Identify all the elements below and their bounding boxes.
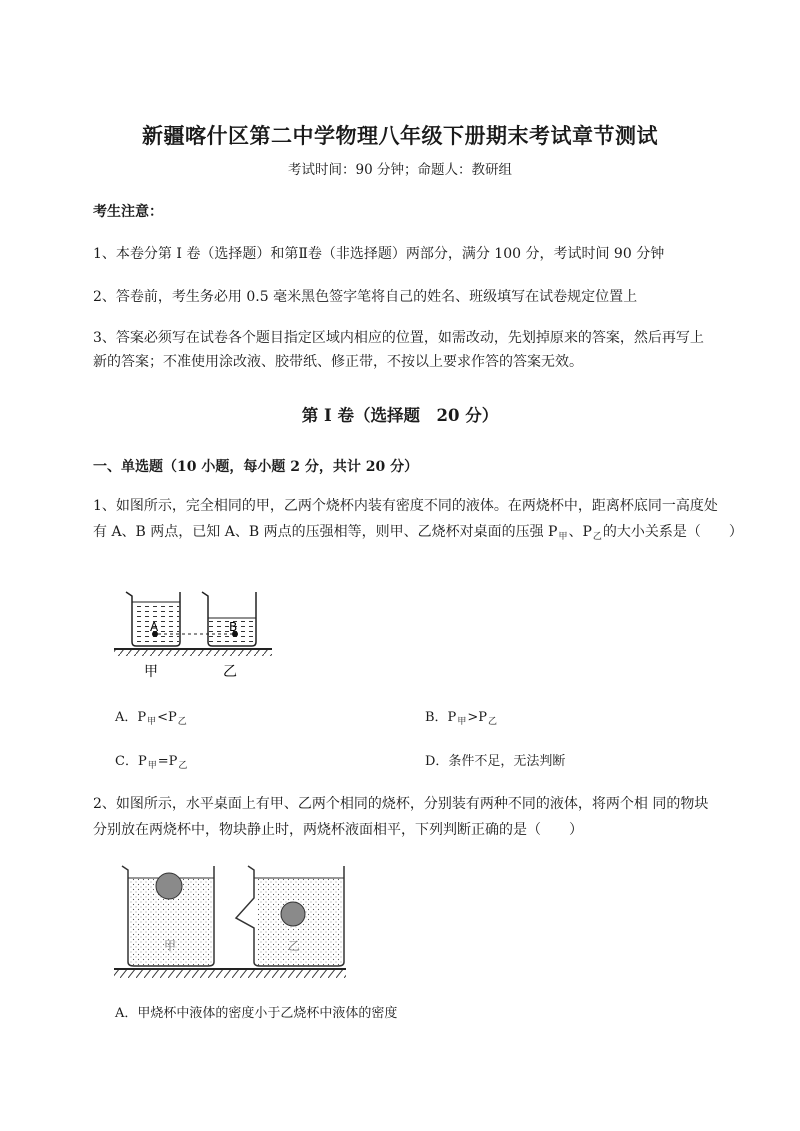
beaker-label-yi: 乙 bbox=[288, 939, 301, 953]
table-surface bbox=[114, 970, 346, 978]
exam-subtitle: 考试时间：90 分钟；命题人：教研组 bbox=[288, 162, 512, 178]
page-title: 新疆喀什区第二中学物理八年级下册期末考试章节测试 bbox=[142, 123, 658, 148]
notice-heading: 考生注意： bbox=[93, 204, 163, 220]
q1-stem-line1: 1、如图所示，完全相同的甲，乙两个烧杯内装有密度不同的液体。在两烧杯中，距离杯底同一高度处 bbox=[93, 498, 718, 514]
beaker-label-yi: 乙 bbox=[223, 664, 237, 680]
notice-item-2: 2、答卷前，考生务必用 0.5 毫米黑色签字笔将自己的姓名、班级填写在试卷规定位置上 bbox=[93, 289, 638, 305]
q2-stem-line2: 分别放在两烧杯中，物块静止时，两烧杯液面相平，下列判断正确的是（ ） bbox=[93, 822, 583, 838]
notice-item-1: 1、本卷分第 I 卷（选择题）和第Ⅱ卷（非选择题）两部分，满分 100 分，考试时间 90 分钟 bbox=[93, 246, 665, 262]
notice-item-3: 3、答案必须写在试卷各个题目指定区域内相应的位置，如需改动，先划掉原来的答案，然后再写上新的答案；不准使用涂改液、胶带纸、修正带，不按以上要求作答的答案无效。 bbox=[93, 330, 704, 370]
beaker-label-jia: 甲 bbox=[144, 664, 158, 680]
q1-stem-mid: 、P bbox=[568, 524, 592, 540]
q1-option-a[interactable]: A．$P_甲<P_乙$ bbox=[115, 710, 187, 727]
q1-option-b[interactable]: B．$P_甲>P_乙$ bbox=[425, 710, 497, 727]
block-yi bbox=[281, 902, 305, 926]
q1-stem-pre: 有 A、B 两点，已知 A、B 两点的压强相等，则甲、乙烧杯对桌面的压强 P bbox=[93, 524, 558, 540]
q2-stem-line1: 2、如图所示，水平桌面上有甲、乙两个相同的烧杯，分别装有两种不同的液体，将两个相 同的物块 bbox=[93, 796, 709, 812]
q2-beakers-figure bbox=[112, 858, 352, 982]
q2-option-a[interactable]: A．甲烧杯中液体的密度小于乙烧杯中液体的密度 bbox=[115, 1006, 398, 1021]
q1-stem-line2 bbox=[93, 520, 743, 549]
sub-jia: 甲 bbox=[558, 532, 568, 542]
q1-beakers-figure bbox=[112, 584, 276, 684]
sub-yi: 乙 bbox=[592, 532, 602, 542]
point-a-label: A bbox=[150, 620, 159, 634]
q1-option-c[interactable]: C．$P_甲=P_乙$ bbox=[115, 754, 188, 771]
beaker-label-jia: 甲 bbox=[164, 939, 177, 953]
block-jia bbox=[156, 873, 182, 899]
part-heading: 一、单选题（10 小题，每小题 2 分，共计 20 分） bbox=[93, 459, 419, 475]
q1-stem-post: 的大小关系是（ ） bbox=[602, 524, 743, 540]
point-b-label: B bbox=[229, 620, 238, 634]
table-surface bbox=[114, 650, 272, 656]
section-title: 第 I 卷（选择题 20 分） bbox=[301, 406, 499, 425]
q1-option-d[interactable]: D．条件不足，无法判断 bbox=[425, 754, 566, 769]
